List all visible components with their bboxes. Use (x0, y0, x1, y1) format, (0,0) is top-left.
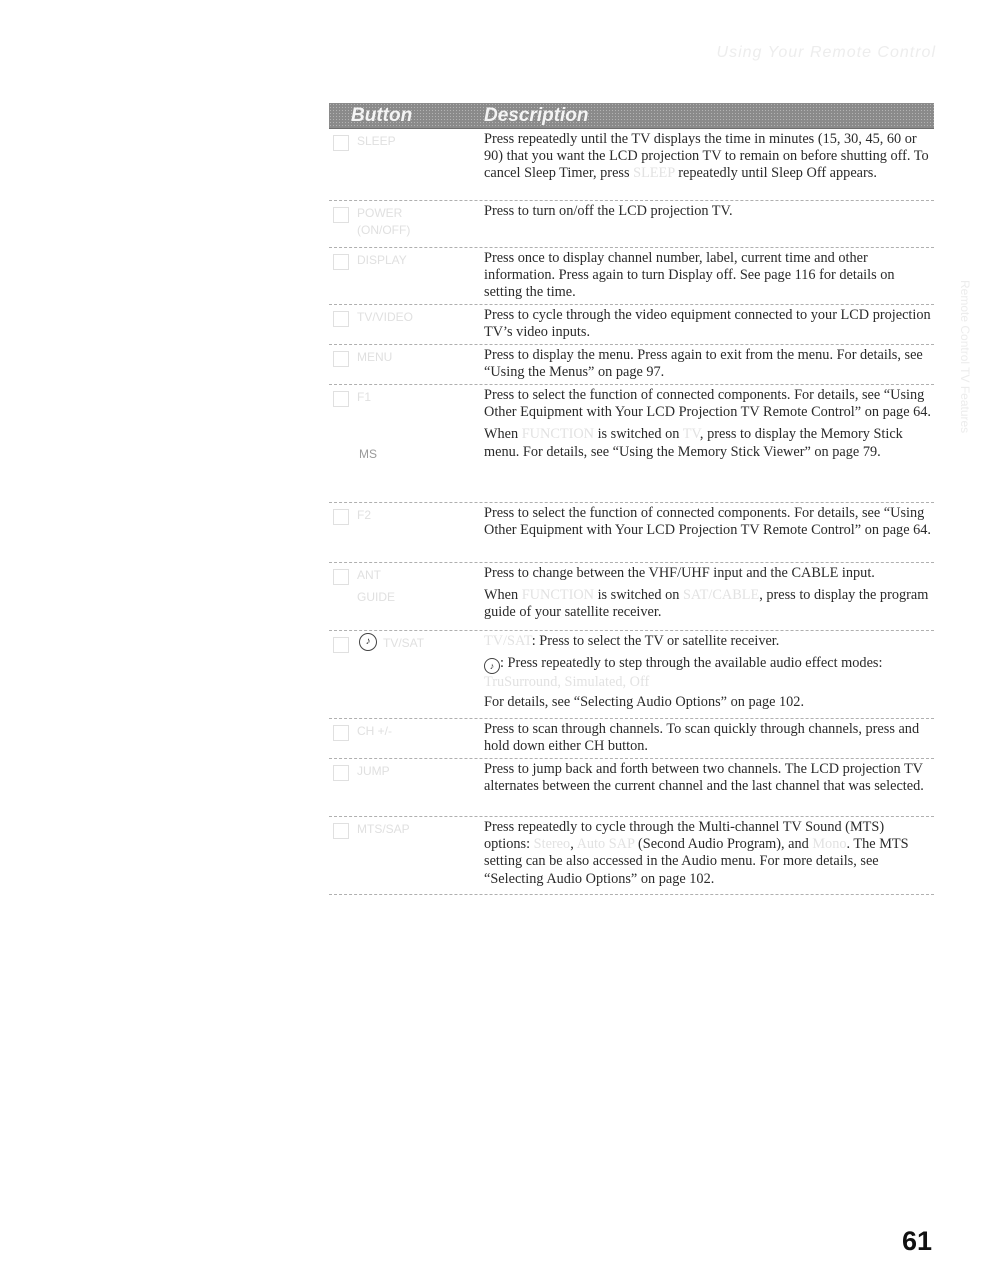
button-cell (329, 503, 484, 562)
column-header-button: Button (351, 104, 413, 126)
remote-button-icon (333, 725, 349, 741)
memory-stick-icon: MS (359, 447, 377, 461)
table-row-tv-video (329, 305, 934, 345)
description-text: . The MTS setting can be also accessed in the Audio menu. For more details, see “Selecting Audio Options” on page 102. (484, 836, 909, 887)
table-row-ant (329, 563, 934, 631)
table-row-channel (329, 719, 934, 759)
remote-button-icon (333, 311, 349, 327)
button-cell (329, 129, 484, 200)
description-cell (484, 305, 934, 344)
table-row-sleep (329, 129, 934, 201)
description-cell (484, 563, 934, 630)
column-header-description: Description (484, 104, 589, 126)
table-row-f2 (329, 503, 934, 563)
description-cell (484, 201, 934, 247)
description-text: is switched on (594, 426, 683, 443)
sound-description (484, 655, 932, 691)
button-cell (329, 385, 484, 502)
description-text: : Press to select the TV or satellite receiver. (531, 633, 780, 649)
description-cell (484, 759, 934, 816)
description-text: Press to cycle through the video equipment connected to your LCD projection TV’s video inputs. (484, 307, 931, 341)
table-row-tv-sat (329, 631, 934, 719)
key-label: SLEEP (633, 165, 675, 182)
button-name: POWER (357, 206, 403, 220)
description-cell (484, 129, 934, 200)
description-cell (484, 503, 934, 562)
description-text: is switched on (594, 587, 683, 604)
button-cell (329, 719, 484, 758)
button-name: MENU (357, 350, 393, 364)
description-text: Press to jump back and forth between two channels. The LCD projection TV alternates between the current channel and the last channel that was selected. (484, 761, 924, 795)
key-label: FUNCTION (521, 587, 594, 604)
button-name: TV/VIDEO (357, 310, 414, 324)
description-text: Press to display the menu. Press again to exit from the menu. For details, see “Using the Menus” on page 97. (484, 347, 923, 381)
table-row-power (329, 201, 934, 248)
button-description-table (329, 103, 934, 895)
key-label: SAT/CABLE (682, 587, 760, 604)
key-label: TV (682, 426, 700, 443)
description-text: , press to display the Memory Stick menu. For details, see “Using the Memory Stick Viewer” on page 79. (484, 426, 903, 460)
remote-button-icon (333, 637, 349, 653)
key-label: FUNCTION (521, 426, 594, 443)
button-name: F2 (357, 508, 372, 522)
button-cell (329, 759, 484, 816)
button-name-secondary: (ON/OFF) (357, 223, 411, 237)
description-cell (484, 631, 934, 718)
description-cell (484, 385, 934, 502)
remote-button-icon (333, 569, 349, 585)
description-cell (484, 817, 934, 894)
page-number: 61 (901, 1226, 932, 1256)
description-cell (484, 345, 934, 384)
description-text: For details, see “Selecting Audio Options” on page 102. (484, 694, 805, 711)
audio-modes-list: TruSurround, Simulated, Off (484, 674, 650, 691)
button-name-guide: GUIDE (357, 590, 396, 604)
table-header (329, 103, 934, 129)
remote-button-icon (333, 765, 349, 781)
remote-button-icon (333, 207, 349, 223)
description-cell (484, 248, 934, 304)
section-header: Using Your Remote Control (716, 44, 936, 61)
table-row-menu (329, 345, 934, 385)
description-text: Press repeatedly to cycle through the Multi-channel TV Sound (MTS) options: (484, 819, 885, 853)
description-text: Press to scan through channels. To scan quickly through channels, press and hold down either CH button. (484, 721, 920, 755)
description-text: repeatedly until Sleep Off appears. (674, 165, 877, 182)
button-cell (329, 817, 484, 894)
button-cell (329, 305, 484, 344)
sound-effect-icon: ♪ (359, 633, 377, 651)
remote-button-icon (333, 254, 349, 270)
description-text: , (570, 836, 577, 853)
button-name: ANT (357, 568, 381, 582)
memory-stick-description (484, 426, 932, 460)
button-name: TV/SAT (383, 636, 425, 650)
button-name: CH +/- (357, 724, 393, 738)
description-text: When (484, 587, 522, 604)
button-name: SLEEP (357, 134, 396, 148)
remote-button-icon (333, 391, 349, 407)
remote-button-icon (333, 351, 349, 367)
description-text: Press to select the function of connected components. For details, see “Using Other Equipment with Your LCD Projection TV Remote Control” on page 64. (484, 387, 932, 421)
description-text: , press to display the program guide of your satellite receiver. (484, 587, 929, 621)
button-cell (329, 631, 484, 718)
description-text: Press to select the function of connected components. For details, see “Using Other Equipment with Your LCD Projection TV Remote Control” on page 64. (484, 505, 932, 539)
remote-button-icon (333, 823, 349, 839)
description-text: Press repeatedly until the TV displays the time in minutes (15, 30, 45, 60 or 90) that you want the LCD projection TV to remain on before shutting off. To cancel Sleep Timer, press (484, 131, 929, 182)
description-text: : Press repeatedly to step through the available audio effect modes: (500, 655, 883, 672)
key-label: Auto SAP (576, 836, 635, 853)
button-cell (329, 563, 484, 630)
button-name: DISPLAY (357, 253, 407, 267)
description-text: (Second Audio Program), and (634, 836, 813, 853)
description-cell (484, 719, 934, 758)
guide-description (484, 587, 932, 621)
key-label: TV/SAT (484, 633, 532, 649)
table-row-jump (329, 759, 934, 817)
table-row-display (329, 248, 934, 305)
description-text: Press once to display channel number, label, current time and other information. Press again to turn Display off. See page 116 for details on setting the time. (484, 250, 895, 301)
button-name: MTS/SAP (357, 822, 410, 836)
sound-effect-icon: ♪ (484, 658, 500, 674)
table-row-mts-sap (329, 817, 934, 895)
remote-button-icon (333, 509, 349, 525)
button-cell (329, 345, 484, 384)
tv-sat-description (484, 633, 932, 650)
description-text: Press to turn on/off the LCD projection TV. (484, 203, 733, 219)
key-label: Mono (812, 836, 847, 853)
description-text: When (484, 426, 522, 443)
remote-button-icon (333, 135, 349, 151)
button-cell (329, 248, 484, 304)
side-tab-text: Remote Control TV Features (958, 280, 972, 434)
button-name: F1 (357, 390, 372, 404)
table-row-f1 (329, 385, 934, 503)
button-name: JUMP (357, 764, 390, 778)
button-cell (329, 201, 484, 247)
key-label: Stereo (533, 836, 571, 853)
description-text: Press to change between the VHF/UHF input and the CABLE input. (484, 565, 875, 581)
